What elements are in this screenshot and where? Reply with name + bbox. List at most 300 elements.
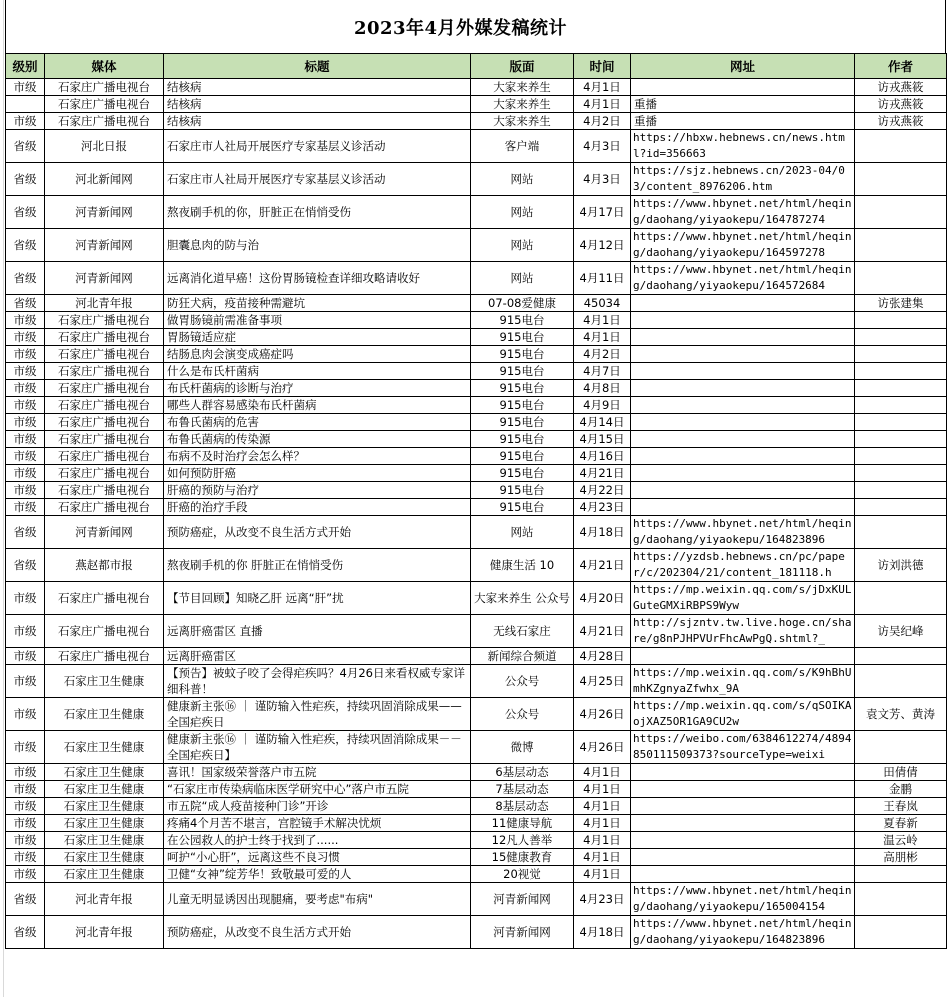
title-cell[interactable]: 在公园救人的护士终于找到了...... <box>164 832 471 849</box>
media-cell[interactable]: 石家庄广播电视台 <box>45 431 164 448</box>
header-media[interactable]: 媒体 <box>45 54 164 79</box>
level-cell[interactable]: 市级 <box>6 329 45 346</box>
url-cell[interactable] <box>631 465 855 482</box>
table-row <box>6 79 947 96</box>
title-cell[interactable]: 结肠息肉会演变成癌症吗 <box>164 346 471 363</box>
media-cell[interactable]: 石家庄卫生健康 <box>45 815 164 832</box>
author-cell[interactable]: 访吴纪峰 <box>855 615 947 648</box>
section-cell[interactable]: 健康生活 10 <box>471 549 574 582</box>
title-cell[interactable]: 喜讯！国家级荣誉落户市五院 <box>164 764 471 781</box>
media-cell[interactable]: 石家庄卫生健康 <box>45 781 164 798</box>
title-cell[interactable]: “石家庄市传染病临床医学研究中心”落户市五院 <box>164 781 471 798</box>
level-cell[interactable]: 省级 <box>6 130 45 163</box>
date-cell[interactable]: 4月2日 <box>574 113 631 130</box>
media-cell[interactable]: 石家庄广播电视台 <box>45 96 164 113</box>
level-cell[interactable] <box>6 96 45 113</box>
date-cell[interactable]: 4月18日 <box>574 516 631 549</box>
media-cell[interactable]: 石家庄广播电视台 <box>45 448 164 465</box>
level-cell[interactable]: 市级 <box>6 499 45 516</box>
date-cell[interactable]: 4月23日 <box>574 883 631 916</box>
url-cell[interactable] <box>631 815 855 832</box>
url-cell[interactable] <box>631 363 855 380</box>
author-cell[interactable] <box>855 414 947 431</box>
date-cell[interactable]: 4月7日 <box>574 363 631 380</box>
level-cell[interactable]: 省级 <box>6 229 45 262</box>
level-cell[interactable]: 市级 <box>6 482 45 499</box>
author-cell[interactable] <box>855 582 947 615</box>
media-cell[interactable]: 河青新闻网 <box>45 196 164 229</box>
author-cell[interactable] <box>855 163 947 196</box>
level-cell[interactable]: 市级 <box>6 798 45 815</box>
table-row <box>6 414 947 431</box>
level-cell[interactable]: 市级 <box>6 380 45 397</box>
date-cell[interactable]: 4月14日 <box>574 414 631 431</box>
section-cell[interactable]: 11健康导航 <box>471 815 574 832</box>
title-cell[interactable]: 肝癌的预防与治疗 <box>164 482 471 499</box>
media-cell[interactable]: 石家庄卫生健康 <box>45 866 164 883</box>
section-cell[interactable]: 网站 <box>471 229 574 262</box>
media-cell[interactable]: 石家庄广播电视台 <box>45 312 164 329</box>
media-cell[interactable]: 石家庄广播电视台 <box>45 465 164 482</box>
title-cell[interactable]: 健康新主张⑯ ｜ 谨防输入性疟疾，持续巩固消除成果——全国疟疾日 <box>164 698 471 731</box>
section-cell[interactable]: 河青新闻网 <box>471 916 574 949</box>
url-cell[interactable] <box>631 329 855 346</box>
level-cell[interactable]: 省级 <box>6 883 45 916</box>
date-cell[interactable]: 4月1日 <box>574 849 631 866</box>
date-cell[interactable]: 4月17日 <box>574 196 631 229</box>
url-cell[interactable] <box>631 448 855 465</box>
date-cell[interactable]: 4月21日 <box>574 465 631 482</box>
title-cell[interactable]: 什么是布氏杆菌病 <box>164 363 471 380</box>
author-cell[interactable] <box>855 329 947 346</box>
section-cell[interactable]: 915电台 <box>471 397 574 414</box>
level-cell[interactable]: 市级 <box>6 448 45 465</box>
url-cell[interactable] <box>631 866 855 883</box>
level-cell[interactable]: 市级 <box>6 113 45 130</box>
section-cell[interactable]: 915电台 <box>471 380 574 397</box>
section-cell[interactable]: 07-08爱健康 <box>471 295 574 312</box>
url-cell[interactable]: https://mp.weixin.qq.com/s/qSOIKAojXAZ5OR1GA9CU2w <box>631 698 855 731</box>
table-row <box>6 731 947 764</box>
level-cell[interactable]: 市级 <box>6 665 45 698</box>
table-row <box>6 196 947 229</box>
table-row <box>6 229 947 262</box>
title-cell[interactable]: 做胃肠镜前需准备事项 <box>164 312 471 329</box>
media-cell[interactable]: 河北青年报 <box>45 295 164 312</box>
author-cell[interactable] <box>855 130 947 163</box>
section-cell[interactable]: 大家来养生 <box>471 96 574 113</box>
author-cell[interactable] <box>855 346 947 363</box>
date-cell[interactable]: 4月18日 <box>574 916 631 949</box>
title-cell[interactable]: 预防癌症，从改变不良生活方式开始 <box>164 916 471 949</box>
date-cell[interactable]: 4月1日 <box>574 764 631 781</box>
table-body <box>6 79 947 949</box>
level-cell[interactable]: 省级 <box>6 549 45 582</box>
section-cell[interactable]: 15健康教育 <box>471 849 574 866</box>
media-cell[interactable]: 石家庄广播电视台 <box>45 582 164 615</box>
table-row <box>6 346 947 363</box>
table-row <box>6 516 947 549</box>
header-section[interactable]: 版面 <box>471 54 574 79</box>
title-cell[interactable]: 布氏杆菌病的诊断与治疗 <box>164 380 471 397</box>
level-cell[interactable]: 省级 <box>6 163 45 196</box>
author-cell[interactable]: 访张建集 <box>855 295 947 312</box>
date-cell[interactable]: 4月12日 <box>574 229 631 262</box>
title-cell[interactable]: 预防癌症，从改变不良生活方式开始 <box>164 516 471 549</box>
media-cell[interactable]: 河青新闻网 <box>45 262 164 295</box>
level-cell[interactable]: 市级 <box>6 582 45 615</box>
level-cell[interactable]: 市级 <box>6 363 45 380</box>
date-cell[interactable]: 4月1日 <box>574 79 631 96</box>
title-cell[interactable]: 如何预防肝癌 <box>164 465 471 482</box>
table-row <box>6 815 947 832</box>
media-cell[interactable]: 石家庄广播电视台 <box>45 615 164 648</box>
title-cell[interactable]: 呵护“小心肝”，远离这些不良习惯 <box>164 849 471 866</box>
media-cell[interactable]: 河北新闻网 <box>45 163 164 196</box>
date-cell[interactable]: 4月1日 <box>574 96 631 113</box>
title-cell[interactable]: 结核病 <box>164 79 471 96</box>
date-cell[interactable]: 4月21日 <box>574 615 631 648</box>
section-cell[interactable]: 6基层动态 <box>471 764 574 781</box>
author-cell[interactable]: 温云岭 <box>855 832 947 849</box>
media-cell[interactable]: 石家庄广播电视台 <box>45 648 164 665</box>
level-cell[interactable]: 市级 <box>6 781 45 798</box>
section-cell[interactable]: 新闻综合频道 <box>471 648 574 665</box>
level-cell[interactable]: 省级 <box>6 516 45 549</box>
table-row <box>6 849 947 866</box>
table-row <box>6 781 947 798</box>
section-cell[interactable]: 公众号 <box>471 698 574 731</box>
media-cell[interactable]: 石家庄广播电视台 <box>45 414 164 431</box>
section-cell[interactable]: 网站 <box>471 516 574 549</box>
media-cell[interactable]: 石家庄广播电视台 <box>45 329 164 346</box>
table-row <box>6 163 947 196</box>
level-cell[interactable]: 省级 <box>6 916 45 949</box>
section-cell[interactable]: 20视觉 <box>471 866 574 883</box>
date-cell[interactable]: 4月25日 <box>574 665 631 698</box>
date-cell[interactable]: 4月3日 <box>574 163 631 196</box>
media-cell[interactable]: 石家庄广播电视台 <box>45 113 164 130</box>
date-cell[interactable]: 4月15日 <box>574 431 631 448</box>
section-cell[interactable]: 915电台 <box>471 448 574 465</box>
url-cell[interactable]: https://weibo.com/6384612274/4894850111509373?sourceType=weixi <box>631 731 855 764</box>
author-cell[interactable] <box>855 648 947 665</box>
url-cell[interactable] <box>631 295 855 312</box>
level-cell[interactable]: 省级 <box>6 295 45 312</box>
header-date[interactable]: 时间 <box>574 54 631 79</box>
title-cell[interactable]: 布鲁氏菌病的危害 <box>164 414 471 431</box>
url-cell[interactable] <box>631 346 855 363</box>
date-cell[interactable]: 4月20日 <box>574 582 631 615</box>
author-cell[interactable] <box>855 312 947 329</box>
date-cell[interactable]: 4月26日 <box>574 731 631 764</box>
date-cell[interactable]: 4月16日 <box>574 448 631 465</box>
header-url[interactable]: 网址 <box>631 54 855 79</box>
table-row <box>6 380 947 397</box>
title-cell[interactable]: 防狂犬病，疫苗接种需避坑 <box>164 295 471 312</box>
url-cell[interactable]: https://yzdsb.hebnews.cn/pc/paper/c/202304/21/content_181118.h <box>631 549 855 582</box>
sheet-gridline <box>3 0 4 997</box>
date-cell[interactable]: 4月1日 <box>574 798 631 815</box>
level-cell[interactable]: 市级 <box>6 346 45 363</box>
author-cell[interactable]: 田倩倩 <box>855 764 947 781</box>
author-cell[interactable]: 高朋彬 <box>855 849 947 866</box>
level-cell[interactable]: 市级 <box>6 731 45 764</box>
media-cell[interactable]: 河北青年报 <box>45 916 164 949</box>
table-row <box>6 549 947 582</box>
section-cell[interactable]: 网站 <box>471 163 574 196</box>
title-cell[interactable]: 布鲁氏菌病的传染源 <box>164 431 471 448</box>
section-cell[interactable]: 网站 <box>471 196 574 229</box>
title-cell[interactable]: 远离肝癌雷区 <box>164 648 471 665</box>
title-cell[interactable]: 熬夜刷手机的你，肝脏正在悄悄受伤 <box>164 196 471 229</box>
author-cell[interactable]: 金鹏 <box>855 781 947 798</box>
url-cell[interactable]: http://sjzntv.tw.live.hoge.cn/share/g8nPJHPVUrFhcAwPgQ.shtml?_ <box>631 615 855 648</box>
author-cell[interactable]: 王春岚 <box>855 798 947 815</box>
url-cell[interactable] <box>631 849 855 866</box>
date-cell[interactable]: 4月1日 <box>574 329 631 346</box>
author-cell[interactable]: 夏春新 <box>855 815 947 832</box>
url-cell[interactable]: 重播 <box>631 96 855 113</box>
section-cell[interactable]: 915电台 <box>471 482 574 499</box>
table-row <box>6 295 947 312</box>
level-cell[interactable]: 市级 <box>6 698 45 731</box>
author-cell[interactable] <box>855 482 947 499</box>
section-cell[interactable]: 915电台 <box>471 329 574 346</box>
author-cell[interactable]: 袁文芳、黄涛 <box>855 698 947 731</box>
section-cell[interactable]: 915电台 <box>471 431 574 448</box>
author-cell[interactable] <box>855 866 947 883</box>
url-cell[interactable] <box>631 781 855 798</box>
title-cell[interactable]: 远离肝癌雷区 直播 <box>164 615 471 648</box>
date-cell[interactable]: 4月3日 <box>574 130 631 163</box>
author-cell[interactable] <box>855 916 947 949</box>
level-cell[interactable]: 市级 <box>6 832 45 849</box>
level-cell[interactable]: 市级 <box>6 414 45 431</box>
header-row <box>6 54 947 79</box>
level-cell[interactable]: 市级 <box>6 79 45 96</box>
media-cell[interactable]: 石家庄广播电视台 <box>45 346 164 363</box>
table-row <box>6 665 947 698</box>
title-cell[interactable]: 疼痛4个月苦不堪言，宫腔镜手术解决忧烦 <box>164 815 471 832</box>
date-cell[interactable]: 4月8日 <box>574 380 631 397</box>
title-cell[interactable]: 远离消化道早癌！这份胃肠镜检查详细攻略请收好 <box>164 262 471 295</box>
author-cell[interactable]: 访戎燕筱 <box>855 113 947 130</box>
title-cell[interactable]: 哪些人群容易感染布氏杆菌病 <box>164 397 471 414</box>
date-cell[interactable]: 4月22日 <box>574 482 631 499</box>
media-cell[interactable]: 石家庄卫生健康 <box>45 849 164 866</box>
title-cell[interactable]: 熬夜刷手机的你 肝脏正在悄悄受伤 <box>164 549 471 582</box>
page-title: 2023年4月外媒发稿统计 <box>353 17 568 39</box>
author-cell[interactable] <box>855 229 947 262</box>
title-cell[interactable]: 市五院“成人疫苗接种门诊”开诊 <box>164 798 471 815</box>
table-row <box>6 582 947 615</box>
header-level[interactable]: 级别 <box>6 54 45 79</box>
url-cell[interactable]: https://sjz.hebnews.cn/2023-04/03/content_8976206.htm <box>631 163 855 196</box>
section-cell[interactable]: 8基层动态 <box>471 798 574 815</box>
section-cell[interactable]: 7基层动态 <box>471 781 574 798</box>
url-cell[interactable]: https://hbxw.hebnews.cn/news.html?id=356663 <box>631 130 855 163</box>
author-cell[interactable] <box>855 363 947 380</box>
title-cell[interactable]: 胆囊息肉的防与治 <box>164 229 471 262</box>
url-cell[interactable] <box>631 414 855 431</box>
title-cell[interactable]: 结核病 <box>164 96 471 113</box>
title-cell[interactable]: 儿童无明显诱因出现腿痛，要考虑"布病" <box>164 883 471 916</box>
author-cell[interactable] <box>855 397 947 414</box>
header-author[interactable]: 作者 <box>855 54 947 79</box>
url-cell[interactable]: https://www.hbynet.net/html/heqing/daohang/yiyaokepu/164572684 <box>631 262 855 295</box>
author-cell[interactable] <box>855 883 947 916</box>
section-cell[interactable]: 915电台 <box>471 499 574 516</box>
media-cell[interactable]: 石家庄广播电视台 <box>45 363 164 380</box>
table-row <box>6 431 947 448</box>
url-cell[interactable] <box>631 764 855 781</box>
url-cell[interactable]: 重播 <box>631 113 855 130</box>
title-cell[interactable]: 卫健“女神”绽芳华！致敬最可爱的人 <box>164 866 471 883</box>
section-cell[interactable]: 客户端 <box>471 130 574 163</box>
url-cell[interactable] <box>631 499 855 516</box>
date-cell[interactable]: 4月1日 <box>574 312 631 329</box>
url-cell[interactable] <box>631 832 855 849</box>
level-cell[interactable]: 市级 <box>6 615 45 648</box>
url-cell[interactable]: https://www.hbynet.net/html/heqing/daohang/yiyaokepu/164597278 <box>631 229 855 262</box>
url-cell[interactable] <box>631 798 855 815</box>
author-cell[interactable] <box>855 262 947 295</box>
media-cell[interactable]: 石家庄广播电视台 <box>45 397 164 414</box>
title-cell[interactable]: 石家庄市人社局开展医疗专家基层义诊活动 <box>164 163 471 196</box>
url-cell[interactable]: https://www.hbynet.net/html/heqing/daohang/yiyaokepu/165004154 <box>631 883 855 916</box>
author-cell[interactable] <box>855 196 947 229</box>
date-cell[interactable]: 4月1日 <box>574 815 631 832</box>
table-row <box>6 798 947 815</box>
date-cell[interactable]: 45034 <box>574 295 631 312</box>
media-cell[interactable]: 河青新闻网 <box>45 229 164 262</box>
date-cell[interactable]: 4月1日 <box>574 832 631 849</box>
header-title[interactable]: 标题 <box>164 54 471 79</box>
title-cell[interactable]: 【节目回顾】知晓乙肝 远离“肝”扰 <box>164 582 471 615</box>
section-cell[interactable]: 915电台 <box>471 312 574 329</box>
url-cell[interactable]: https://mp.weixin.qq.com/s/K9hBhUmhKZgnyaZfwhx_9A <box>631 665 855 698</box>
spreadsheet <box>5 0 946 949</box>
url-cell[interactable] <box>631 431 855 448</box>
title-cell[interactable]: 结核病 <box>164 113 471 130</box>
table-row <box>6 363 947 380</box>
author-cell[interactable]: 访戎燕筱 <box>855 79 947 96</box>
section-cell[interactable]: 河青新闻网 <box>471 883 574 916</box>
section-cell[interactable]: 公众号 <box>471 665 574 698</box>
author-cell[interactable] <box>855 465 947 482</box>
author-cell[interactable] <box>855 431 947 448</box>
level-cell[interactable]: 市级 <box>6 465 45 482</box>
author-cell[interactable] <box>855 516 947 549</box>
media-cell[interactable]: 石家庄广播电视台 <box>45 79 164 96</box>
url-cell[interactable] <box>631 648 855 665</box>
level-cell[interactable]: 市级 <box>6 312 45 329</box>
date-cell[interactable]: 4月1日 <box>574 781 631 798</box>
author-cell[interactable]: 访刘洪德 <box>855 549 947 582</box>
level-cell[interactable]: 市级 <box>6 648 45 665</box>
level-cell[interactable]: 市级 <box>6 866 45 883</box>
date-cell[interactable]: 4月28日 <box>574 648 631 665</box>
level-cell[interactable]: 市级 <box>6 431 45 448</box>
title-cell[interactable]: 肝癌的治疗手段 <box>164 499 471 516</box>
author-cell[interactable] <box>855 448 947 465</box>
media-cell[interactable]: 石家庄卫生健康 <box>45 832 164 849</box>
section-cell[interactable]: 915电台 <box>471 346 574 363</box>
media-cell[interactable]: 石家庄广播电视台 <box>45 482 164 499</box>
section-cell[interactable]: 网站 <box>471 262 574 295</box>
section-cell[interactable]: 微博 <box>471 731 574 764</box>
section-cell[interactable]: 无线石家庄 <box>471 615 574 648</box>
media-cell[interactable]: 石家庄卫生健康 <box>45 698 164 731</box>
media-cell[interactable]: 石家庄卫生健康 <box>45 798 164 815</box>
title-cell[interactable]: 健康新主张⑯ ｜ 谨防输入性疟疾，持续巩固消除成果－－全国疟疾日】 <box>164 731 471 764</box>
section-cell[interactable]: 大家来养生 <box>471 79 574 96</box>
url-cell[interactable]: https://www.hbynet.net/html/heqing/daohang/yiyaokepu/164823896 <box>631 916 855 949</box>
author-cell[interactable] <box>855 665 947 698</box>
author-cell[interactable] <box>855 380 947 397</box>
media-cell[interactable]: 石家庄卫生健康 <box>45 731 164 764</box>
title-cell[interactable]: 布病不及时治疗会怎么样？ <box>164 448 471 465</box>
url-cell[interactable]: https://mp.weixin.qq.com/s/jDxKULGuteGMXiRBPS9Wyw <box>631 582 855 615</box>
level-cell[interactable]: 省级 <box>6 196 45 229</box>
table-row <box>6 262 947 295</box>
level-cell[interactable]: 市级 <box>6 815 45 832</box>
level-cell[interactable]: 市级 <box>6 764 45 781</box>
url-cell[interactable] <box>631 482 855 499</box>
level-cell[interactable]: 省级 <box>6 262 45 295</box>
section-cell[interactable]: 915电台 <box>471 465 574 482</box>
url-cell[interactable]: https://www.hbynet.net/html/heqing/daohang/yiyaokepu/164823896 <box>631 516 855 549</box>
title-cell[interactable] <box>5 0 946 53</box>
date-cell[interactable]: 4月9日 <box>574 397 631 414</box>
section-cell[interactable]: 915电台 <box>471 363 574 380</box>
title-cell[interactable]: 胃肠镜适应症 <box>164 329 471 346</box>
url-cell[interactable] <box>631 397 855 414</box>
url-cell[interactable] <box>631 380 855 397</box>
date-cell[interactable]: 4月1日 <box>574 866 631 883</box>
section-cell[interactable]: 12凡人善举 <box>471 832 574 849</box>
date-cell[interactable]: 4月23日 <box>574 499 631 516</box>
section-cell[interactable]: 大家来养生 <box>471 113 574 130</box>
level-cell[interactable]: 市级 <box>6 849 45 866</box>
url-cell[interactable]: https://www.hbynet.net/html/heqing/daohang/yiyaokepu/164787274 <box>631 196 855 229</box>
media-cell[interactable]: 石家庄广播电视台 <box>45 380 164 397</box>
level-cell[interactable]: 市级 <box>6 397 45 414</box>
date-cell[interactable]: 4月26日 <box>574 698 631 731</box>
media-cell[interactable]: 石家庄卫生健康 <box>45 665 164 698</box>
url-cell[interactable] <box>631 312 855 329</box>
title-cell[interactable]: 石家庄市人社局开展医疗专家基层义诊活动 <box>164 130 471 163</box>
date-cell[interactable]: 4月21日 <box>574 549 631 582</box>
media-cell[interactable]: 河北青年报 <box>45 883 164 916</box>
section-cell[interactable]: 大家来养生 公众号 <box>471 582 574 615</box>
media-cell[interactable]: 河青新闻网 <box>45 516 164 549</box>
table-row <box>6 397 947 414</box>
media-cell[interactable]: 燕赵都市报 <box>45 549 164 582</box>
media-cell[interactable]: 石家庄卫生健康 <box>45 764 164 781</box>
date-cell[interactable]: 4月11日 <box>574 262 631 295</box>
url-cell[interactable] <box>631 79 855 96</box>
author-cell[interactable] <box>855 731 947 764</box>
author-cell[interactable]: 访戎燕筱 <box>855 96 947 113</box>
media-cell[interactable]: 石家庄广播电视台 <box>45 499 164 516</box>
media-cell[interactable]: 河北日报 <box>45 130 164 163</box>
title-cell[interactable]: 【预告】被蚊子咬了会得疟疾吗？4月26日来看权威专家详细科普！ <box>164 665 471 698</box>
section-cell[interactable]: 915电台 <box>471 414 574 431</box>
date-cell[interactable]: 4月2日 <box>574 346 631 363</box>
author-cell[interactable] <box>855 499 947 516</box>
